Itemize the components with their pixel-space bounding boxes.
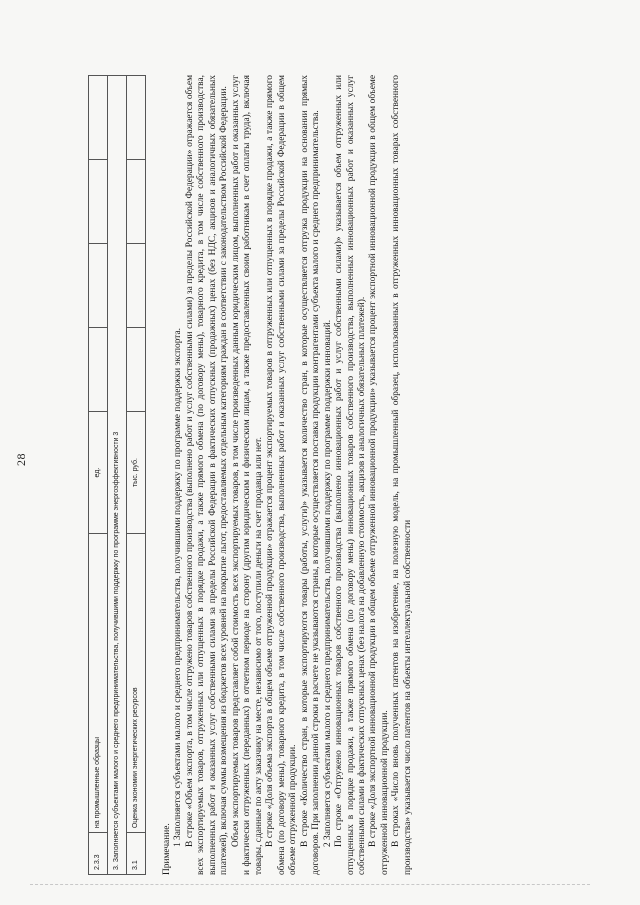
- note-paragraph: В строках «Число вновь полученных патентов на изобретение, на полезную модель, на промышленный образец, использованных в отгруженных инновационных товарах собственного производства» указывается число патентов на объекты интеллектуальной собственности: [391, 75, 413, 875]
- table-section-row: [108, 76, 127, 875]
- value-cell: [89, 76, 108, 160]
- note-paragraph: 2 Заполняется субъектами малого и среднего предпринимательства, получившими поддержку по программе поддержки инноваций.: [322, 319, 333, 847]
- note-paragraph: В строке «Доля экспортной инновационной продукции в общем объеме отгруженной инновационной продукции» указывается процент экспортной инновационной продукции в общем объеме отгруженной инновационной продукции.: [368, 75, 390, 875]
- indicators-table: [88, 75, 146, 875]
- notes-section: [162, 75, 414, 875]
- row-number: 3.1: [127, 833, 146, 875]
- row-unit: ед.: [89, 411, 108, 533]
- notes-heading: Примечание.: [162, 823, 172, 875]
- table-row: [89, 76, 108, 875]
- note-paragraph: В строке «Количество стран, в которые экспортируются товары (работы, услуги)» указывается количество стран, в которые осуществляется отгрузка продукции на основании прямых договоров. При заполнении данной строки в расчете не указываются страны, в которые осуществляется поставка продукции контрагентами субъекта малого и среднего предпринимательства.: [299, 75, 322, 875]
- section-title: 3. Заполняется субъектами малого и среднего предпринимательства, получившими поддержку по программе энергоэффективности 3: [108, 76, 127, 875]
- value-cell: [89, 327, 108, 411]
- note-paragraph: В строке «Доля объема экспорта в общем объеме отгруженной продукции» отражается процент экспортируемых товаров в отгруженных или отпущенных в порядке продажи, а также прямого обмена (по договору мены), товарного кредита, в том числе собственного производства, выполненных работ и оказанных услуг собственными силами за пределы Российской Федерации в общем объеме отгруженной продукции.: [265, 75, 299, 875]
- value-cell: [89, 243, 108, 327]
- scan-edge-line: [30, 884, 590, 887]
- note-paragraph: 1 Заполняется субъектами малого и среднего предпринимательства, получившими поддержку по программе поддержки экспорта.: [173, 327, 184, 847]
- value-cell: [127, 160, 146, 244]
- rotated-content: [88, 35, 618, 875]
- note-paragraph: В строке «Объем экспорта, в том числе отгружено товаров собственного производства (выполнено работ и услуг собственными силами) за пределы Российской Федерации» отражается объем всех экспортируемых товаров, отгруженных или отпущенных в порядке продажи, а также прямого обмена (по договору мены), товарного кредита, в том числе собственного производства, выполненных работ и оказанных услуг собственными силами за пределы Российской Федерации в фактических отпускных (продажных) ценах (без НДС, акцизов и аналогичных обязательных платежей), включая суммы возмещения из бюджетов всех уровней на покрытие льгот, предоставляемых отдельным категориям граждан в соответствии с законодательством Российской Федерации.: [184, 75, 230, 875]
- row-name: на промышленные образцы: [89, 534, 108, 833]
- value-cell: [127, 243, 146, 327]
- note-paragraph: По строке «Отгружено инновационных товаров собственного производства (выполнено инновационных работ и услуг собственными силами)» указывается объем отгруженных или отпущенных в порядке продажи, а также прямого обмена (по договору мены) инновационных товаров собственного производства, выполненных инновационных работ и оказанных услуг собственными силами в фактических отпускных ценах (без налога на добавленную стоимость, акцизов и аналогичных обязательных платежей).: [334, 75, 367, 875]
- table-row: [127, 76, 146, 875]
- row-number: 2.3.3: [89, 833, 108, 875]
- note-paragraph: Объем экспортируемых товаров представляет собой стоимость всех экспортируемых товаров, в том числе произведенных данным юридическим лицом, выполненных работ и оказанных услуг и фактически отгруженных (переданных) в отчетном периоде на сторону (другим юридическим и физическим лицам, а также предоставленных своим работникам в счет оплаты труда), включая товары, сданные по акту заказчику на месте, независимо от того, поступили деньги на счет продавца или нет.: [230, 75, 264, 875]
- row-unit: тыс. руб.: [127, 411, 146, 533]
- value-cell: [127, 327, 146, 411]
- row-name: Оценка экономии энергетических ресурсов: [127, 534, 146, 833]
- page-number: 28: [14, 453, 28, 466]
- value-cell: [127, 76, 146, 160]
- value-cell: [89, 160, 108, 244]
